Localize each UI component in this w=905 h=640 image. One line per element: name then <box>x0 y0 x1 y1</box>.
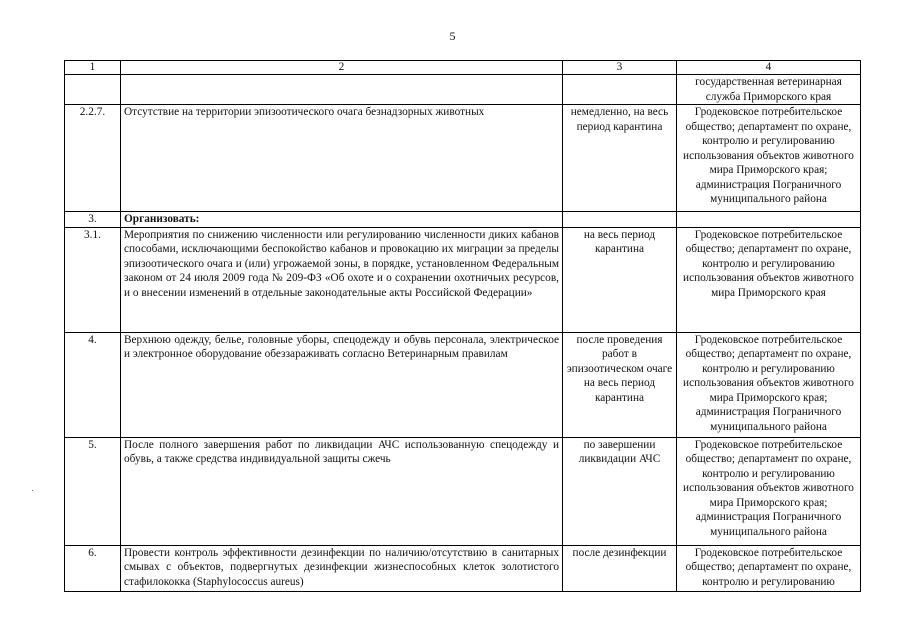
page-number: 5 <box>449 29 456 43</box>
measure-text: После полного завершения работ по ликвидации АЧС использованную спецодежду и обувь, а также средства индивидуальной защиты сжечь <box>121 437 563 545</box>
table-row <box>65 105 861 212</box>
column-header: 4 <box>677 61 861 75</box>
responsible-text: Гродековское потребительское общество; департамент по охране, контролю и регулированию <box>677 545 861 591</box>
responsible-text: Гродековское потребительское общество; департамент по охране, контролю и регулированию использования объектов животного мира Приморского края <box>677 227 861 332</box>
responsible-text: Гродековское потребительское общество; департамент по охране, контролю и регулированию использования объектов животного мира Приморского края; администрация Пограничного муниципального района <box>677 105 861 212</box>
table-row <box>65 437 861 545</box>
measure-text: Провести контроль эффективности дезинфекции по наличию/отсутствию в санитарных смывах с объектов, подвергнутых дезинфекции жизнеспособных клеток золотистого стафилококка (Staphylococcus aureus) <box>121 545 563 591</box>
responsible-text: Гродековское потребительское общество; департамент по охране, контролю и регулированию использования объектов животного мира Приморского края; администрация Пограничного муниципального района <box>677 332 861 437</box>
measure-text: Мероприятия по снижению численности или регулированию численности диких кабанов способами, исключающими беспокойство кабанов и провокацию их миграции за пределы эпизоотического очага и (или) угрожаемой зоны, в порядке, установленном Федеральным законом от 24 июля 2009 года № 209-ФЗ «Об охоте и о сохранении охотничьих ресурсов, и о внесении изменений в отдельные законодательные акты Российской Федерации» <box>121 227 563 332</box>
term-text: после проведения работ в эпизоотическом очаге на весь период карантина <box>563 332 677 437</box>
item-number: 3.1. <box>65 227 121 332</box>
item-number: 4. <box>65 332 121 437</box>
table-header-row <box>65 61 861 75</box>
item-number <box>65 75 121 105</box>
table-row <box>65 227 861 332</box>
item-number: 3. <box>65 212 121 228</box>
responsible-text: государственная ветеринарная служба Приморского края <box>677 75 861 105</box>
table-row <box>65 545 861 591</box>
term-text: по завершении ликвидации АЧС <box>563 437 677 545</box>
responsible-text <box>677 212 861 228</box>
measures-table <box>64 60 861 592</box>
measure-text <box>121 75 563 105</box>
item-number: 5. <box>65 437 121 545</box>
measure-text: Отсутствие на территории эпизоотического очага безнадзорных животных <box>121 105 563 212</box>
table-row <box>65 332 861 437</box>
item-number: 2.2.7. <box>65 105 121 212</box>
term-text: на весь период карантина <box>563 227 677 332</box>
term-text <box>563 212 677 228</box>
table-row <box>65 75 861 105</box>
column-header: 3 <box>563 61 677 75</box>
column-header: 2 <box>121 61 563 75</box>
column-header: 1 <box>65 61 121 75</box>
item-number: 6. <box>65 545 121 591</box>
scan-speck <box>32 490 33 491</box>
term-text <box>563 75 677 105</box>
measure-text: Верхнюю одежду, белье, головные уборы, спецодежду и обувь персонала, электрическое и электронное оборудование обеззараживать согласно Ветеринарным правилам <box>121 332 563 437</box>
responsible-text: Гродековское потребительское общество; департамент по охране, контролю и регулированию использования объектов животного мира Приморского края; администрация Пограничного муниципального района <box>677 437 861 545</box>
term-text: после дезинфекции <box>563 545 677 591</box>
measure-text: Организовать: <box>121 212 563 228</box>
term-text: немедленно, на весь период карантина <box>563 105 677 212</box>
table-row <box>65 212 861 228</box>
